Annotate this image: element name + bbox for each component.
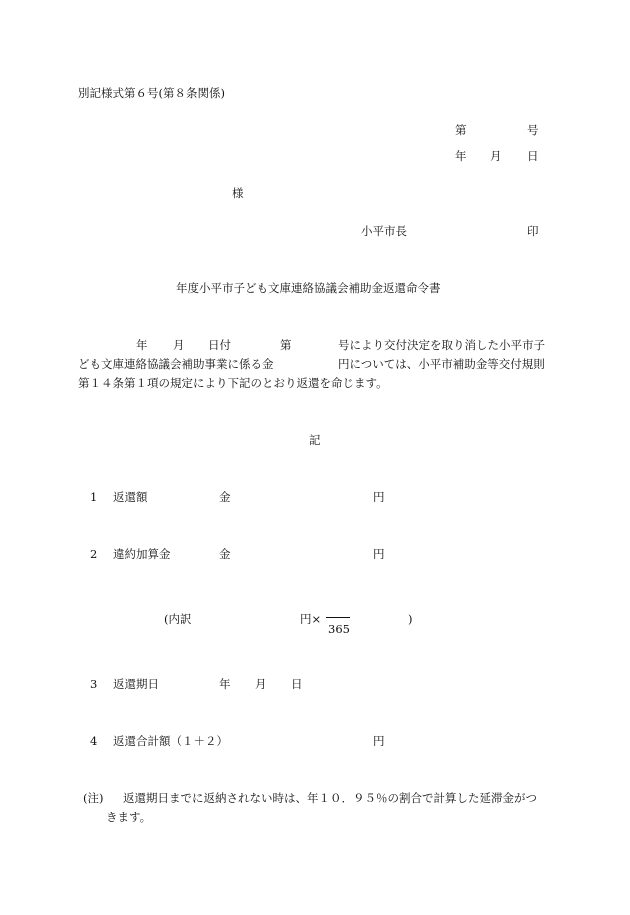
ki-heading: 記 xyxy=(309,433,321,447)
body-line2-b: 円については、小平市補助金等交付規則 xyxy=(338,357,545,371)
item4-number: 4 xyxy=(90,734,98,748)
item2-number: 2 xyxy=(90,547,98,561)
item3-label: 返還期日 xyxy=(113,677,159,691)
note-line-1: 返還期日までに返納されない時は、年１０．９５％の割合で計算した延滞金がつ xyxy=(123,791,537,805)
issuer-seal: 印 xyxy=(527,224,539,238)
header-hi: 日 xyxy=(527,149,539,163)
item1-kin: 金 xyxy=(219,490,231,504)
item1-label: 返還額 xyxy=(113,490,148,504)
item4-yen: 円 xyxy=(373,734,385,748)
item1-yen: 円 xyxy=(373,490,385,504)
header-dai: 第 xyxy=(455,123,467,137)
item4-label: 返還合計額（１＋２） xyxy=(113,734,228,748)
breakdown-denominator: 365 xyxy=(328,622,350,636)
item3-nen: 年 xyxy=(219,677,231,691)
item2-yen: 円 xyxy=(373,547,385,561)
body-dai: 第 xyxy=(280,338,292,352)
header-tsuki: 月 xyxy=(490,149,502,163)
issuer-name: 小平市長 xyxy=(361,224,407,238)
header-nen: 年 xyxy=(455,149,467,163)
item3-number: 3 xyxy=(90,677,98,691)
body-nen: 年 xyxy=(136,338,148,352)
item3-hi: 日 xyxy=(291,677,303,691)
item1-number: 1 xyxy=(90,490,98,504)
fraction-bar xyxy=(326,617,350,618)
note-label: (注) xyxy=(83,791,104,805)
body-line-3: 第１４条第１項の規定により下記のとおり返還を命じます。 xyxy=(78,376,388,390)
breakdown-open: (内訳 xyxy=(164,612,192,626)
document-title: 年度小平市子ども文庫連絡協議会補助金返還命令書 xyxy=(176,281,441,295)
header-go: 号 xyxy=(527,123,539,137)
item2-label: 違約加算金 xyxy=(113,547,171,561)
form-number: 別記様式第６号(第８条関係) xyxy=(78,86,225,100)
body-line1-rest: 号により交付決定を取り消した小平市子 xyxy=(338,338,545,352)
breakdown-yen-times: 円× xyxy=(300,612,322,626)
body-line2-a: ども文庫連絡協議会補助事業に係る金 xyxy=(78,357,274,371)
body-tsuki: 月 xyxy=(173,338,185,352)
note-line-2: きます。 xyxy=(106,810,152,824)
item2-kin: 金 xyxy=(219,547,231,561)
item3-tsuki: 月 xyxy=(255,677,267,691)
addressee-suffix: 様 xyxy=(232,186,244,200)
body-hizuke: 日付 xyxy=(208,338,231,352)
breakdown-close: ) xyxy=(408,612,413,626)
